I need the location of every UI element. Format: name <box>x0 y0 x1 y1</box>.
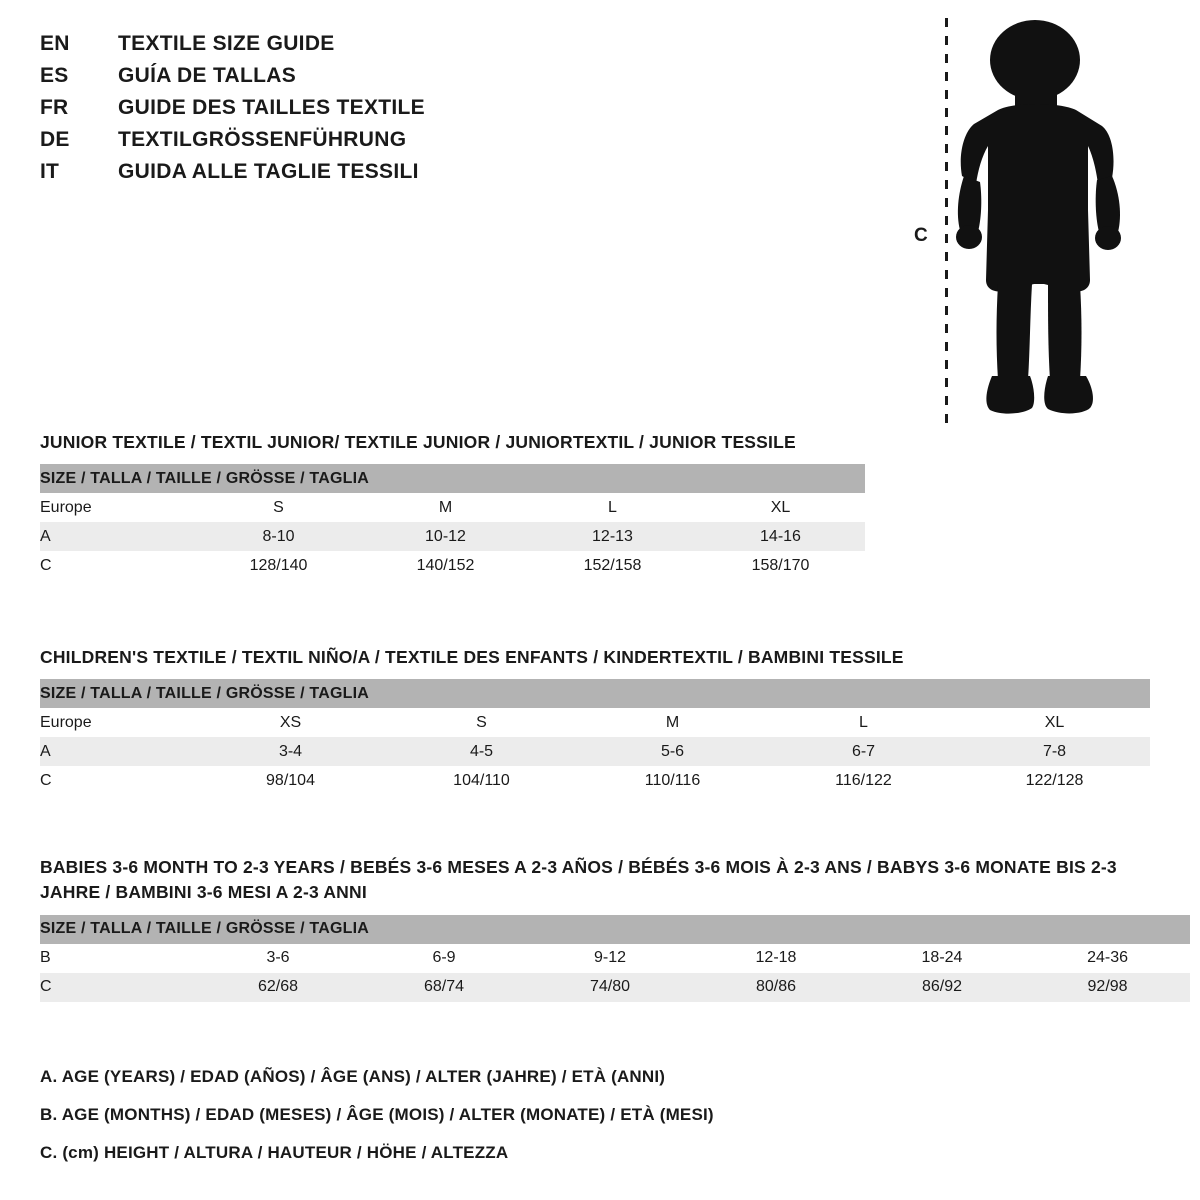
measure-label-c: C <box>914 225 928 246</box>
row-label: C <box>40 978 52 996</box>
section-title: CHILDREN'S TEXTILE / TEXTIL NIÑO/A / TEXTILE DES ENFANTS / KINDERTEXTIL / BAMBINI TESSILE <box>40 647 904 667</box>
cell-value: 158/170 <box>751 556 810 574</box>
footnotes <box>40 1068 1140 1182</box>
cell-value: 128/140 <box>249 556 308 574</box>
cell-value: 24-36 <box>1087 949 1128 967</box>
table-row <box>40 708 1150 737</box>
table-band-header <box>40 464 865 493</box>
table-row <box>40 493 865 522</box>
cell-value: 12-18 <box>755 949 797 967</box>
babies-size-table <box>40 915 1190 1002</box>
header-lang-code: ES <box>40 64 69 87</box>
section-childrens-textile <box>40 645 1160 795</box>
table-row <box>40 973 1190 1002</box>
child-silhouette-icon <box>940 18 1140 428</box>
cell-value: 8-10 <box>262 527 295 545</box>
header-row <box>40 160 660 192</box>
header-lang-code: EN <box>40 32 70 55</box>
cell-value: 18-24 <box>921 949 963 967</box>
cell-value: 116/122 <box>835 771 892 789</box>
footnote-b: B. AGE (MONTHS) / EDAD (MESES) / ÂGE (MOIS) / ALTER (MONATE) / ETÀ (MESI) <box>40 1105 714 1124</box>
header-row <box>40 96 660 128</box>
table-band-header <box>40 679 1150 708</box>
cell-value: XS <box>279 713 302 731</box>
footnote-c: C. (cm) HEIGHT / ALTURA / HAUTEUR / HÖHE / ALTEZZA <box>40 1143 509 1162</box>
cell-value: S <box>476 713 487 731</box>
row-label: Europe <box>40 713 92 731</box>
band-label: SIZE / TALLA / TAILLE / GRÖSSE / TAGLIA <box>40 469 369 487</box>
header-title-text: TEXTILE SIZE GUIDE <box>118 32 335 55</box>
children-size-table <box>40 679 1150 795</box>
row-label: C <box>40 771 52 789</box>
section-junior-textile <box>40 430 1160 580</box>
cell-value: 104/110 <box>453 771 510 789</box>
cell-value: XL <box>770 498 791 516</box>
footnote-a: A. AGE (YEARS) / EDAD (AÑOS) / ÂGE (ANS) / ALTER (JAHRE) / ETÀ (ANNI) <box>40 1067 666 1086</box>
band-label: SIZE / TALLA / TAILLE / GRÖSSE / TAGLIA <box>40 684 369 702</box>
cell-value: 4-5 <box>469 742 494 760</box>
header-lang-code: DE <box>40 128 70 151</box>
row-label: A <box>40 742 51 760</box>
section-title: JUNIOR TEXTILE / TEXTIL JUNIOR/ TEXTILE JUNIOR / JUNIORTEXTIL / JUNIOR TESSILE <box>40 432 796 452</box>
cell-value: 6-9 <box>432 949 456 967</box>
cell-value: 122/128 <box>1025 771 1084 789</box>
cell-value: L <box>859 713 868 731</box>
row-label: A <box>40 527 51 545</box>
cell-value: 3-4 <box>278 742 303 760</box>
cell-value: M <box>438 498 453 516</box>
cell-value: 92/98 <box>1087 978 1128 996</box>
cell-value: 12-13 <box>592 527 633 545</box>
table-row <box>40 522 865 551</box>
row-label: B <box>40 949 51 967</box>
cell-value: XL <box>1044 713 1065 731</box>
cell-value: M <box>665 713 680 731</box>
header-row <box>40 128 660 160</box>
junior-size-table <box>40 464 865 580</box>
cell-value: 7-8 <box>1042 742 1067 760</box>
header-title-text: TEXTILGRÖSSENFÜHRUNG <box>118 128 407 151</box>
cell-value: 6-7 <box>851 742 876 760</box>
band-label: SIZE / TALLA / TAILLE / GRÖSSE / TAGLIA <box>40 920 369 938</box>
cell-value: 3-6 <box>266 949 290 967</box>
cell-value: 9-12 <box>593 949 627 967</box>
cell-value: 152/158 <box>583 556 642 574</box>
cell-value: 68/74 <box>423 978 465 996</box>
header-title-text: GUIDE DES TAILLES TEXTILE <box>118 96 425 119</box>
header-title-text: GUIDA ALLE TAGLIE TESSILI <box>118 160 419 183</box>
header-lang-code: FR <box>40 96 69 119</box>
table-row <box>40 766 1150 795</box>
table-row <box>40 944 1190 973</box>
header-lang-code: IT <box>40 160 60 183</box>
cell-value: 86/92 <box>921 978 963 996</box>
cell-value: L <box>608 498 617 516</box>
cell-value: 80/86 <box>755 978 797 996</box>
header-title-text: GUÍA DE TALLAS <box>118 64 297 87</box>
header-row <box>40 32 660 64</box>
cell-value: 5-6 <box>660 742 685 760</box>
height-measure-figure <box>900 10 1160 430</box>
section-babies-textile <box>40 855 1160 1002</box>
cell-value: S <box>273 498 284 516</box>
cell-value: 110/116 <box>644 771 701 789</box>
cell-value: 74/80 <box>589 978 631 996</box>
cell-value: 140/152 <box>416 556 475 574</box>
row-label: C <box>40 556 52 574</box>
table-band-header <box>40 915 1190 944</box>
header-row <box>40 64 660 96</box>
language-header <box>40 32 660 192</box>
section-title: BABIES 3-6 MONTH TO 2-3 YEARS / BEBÉS 3-6 MESES A 2-3 AÑOS / BÉBÉS 3-6 MOIS À 2-3 ANS / BABYS 3-6 MONATE BIS 2-3 JAHRE / BAMBINI 3-6 MESI A 2-3 ANNI <box>40 857 1117 903</box>
cell-value: 62/68 <box>257 978 299 996</box>
table-row <box>40 737 1150 766</box>
cell-value: 98/104 <box>266 771 315 789</box>
table-row <box>40 551 865 580</box>
cell-value: 10-12 <box>425 527 466 545</box>
row-label: Europe <box>40 498 92 516</box>
cell-value: 14-16 <box>760 527 801 545</box>
